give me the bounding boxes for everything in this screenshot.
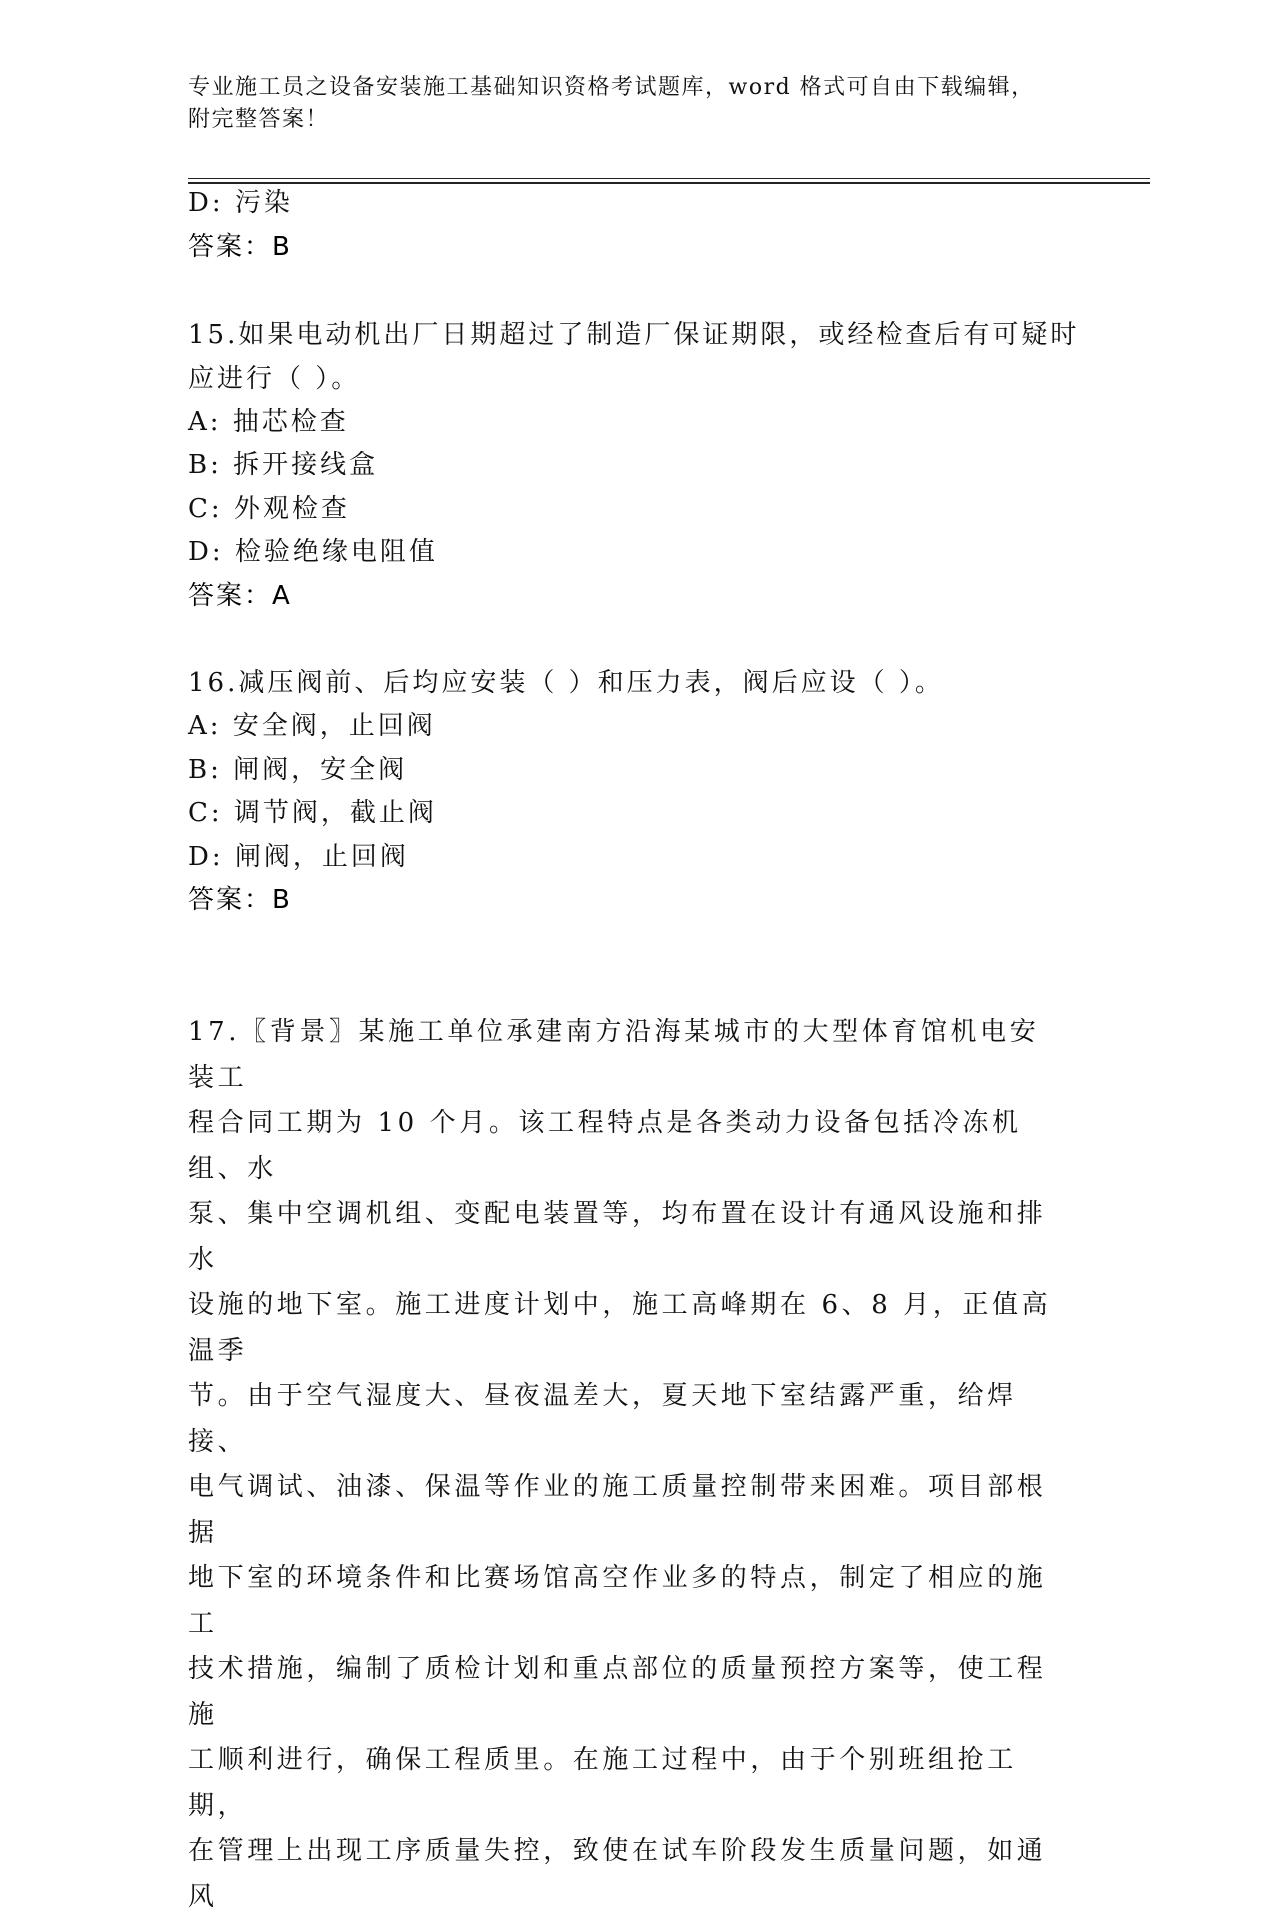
prev-option-d: D: 污染 bbox=[188, 188, 293, 218]
q17-line: 电气调试、油漆、保温等作业的施工质量控制带来困难。项目部根据 bbox=[188, 1472, 1047, 1548]
q16-option-b: B: 闸阀，安全阀 bbox=[188, 755, 408, 785]
q17-line: 技术措施，编制了质检计划和重点部位的质量预控方案等，使工程施 bbox=[188, 1654, 1047, 1730]
q15-answer: 答案：A bbox=[188, 581, 292, 611]
q16-stem: 16.减压阀前、后均应安装（ ）和压力表，阀后应设（ ）。 bbox=[188, 668, 944, 698]
q15-option-d: D: 检验绝缘电阻值 bbox=[188, 537, 438, 567]
q15-stem-line-2: 应进行（ ）。 bbox=[188, 364, 361, 394]
q15-stem-line-1: 15.如果电动机出厂日期超过了制造厂保证期限，或经检查后有可疑时 bbox=[188, 320, 1080, 350]
q17-paragraph bbox=[188, 1010, 1068, 1920]
header-divider-thick bbox=[188, 182, 1150, 184]
prev-answer: 答案：B bbox=[188, 232, 292, 262]
q17-line: 在管理上出现工序质量失控，致使在试车阶段发生质量问题，如通风 bbox=[188, 1836, 1047, 1912]
header-line-2: 附完整答案！ bbox=[188, 107, 330, 132]
q17-line: 设施的地下室。施工进度计划中，施工高峰期在 6、8 月，正值高温季 bbox=[188, 1290, 1052, 1366]
q17-line: 节。由于空气湿度大、昼夜温差大，夏天地下室结露严重，给焊接、 bbox=[188, 1381, 1017, 1457]
header-divider-thin bbox=[188, 178, 1150, 179]
header-line-1: 专业施工员之设备安装施工基础知识资格考试题库，word 格式可自由下载编辑， bbox=[188, 75, 1035, 100]
q15-option-c: C: 外观检查 bbox=[188, 494, 350, 524]
q16-option-a: A: 安全阀，止回阀 bbox=[188, 711, 436, 741]
q17-line: 泵、集中空调机组、变配电装置等，均布置在设计有通风设施和排水 bbox=[188, 1199, 1047, 1275]
q17-line: 程合同工期为 10 个月。该工程特点是各类动力设备包括冷冻机组、水 bbox=[188, 1108, 1022, 1184]
q17-line: 17.〖背景〗某施工单位承建南方沿海某城市的大型体育馆机电安装工 bbox=[188, 1017, 1040, 1093]
q17-line: 工顺利进行，确保工程质里。在施工过程中，由于个别班组抢工期， bbox=[188, 1745, 1017, 1821]
q15-option-b: B: 拆开接线盒 bbox=[188, 450, 379, 480]
page-header bbox=[188, 72, 1108, 136]
q17-line: 地下室的环境条件和比赛场馆高空作业多的特点，制定了相应的施工 bbox=[188, 1563, 1047, 1639]
q16-option-c: C: 调节阀，截止阀 bbox=[188, 798, 437, 828]
q16-answer: 答案：B bbox=[188, 885, 292, 915]
q15-option-a: A: 抽芯检查 bbox=[188, 407, 349, 437]
q16-option-d: D: 闸阀，止回阀 bbox=[188, 842, 409, 872]
